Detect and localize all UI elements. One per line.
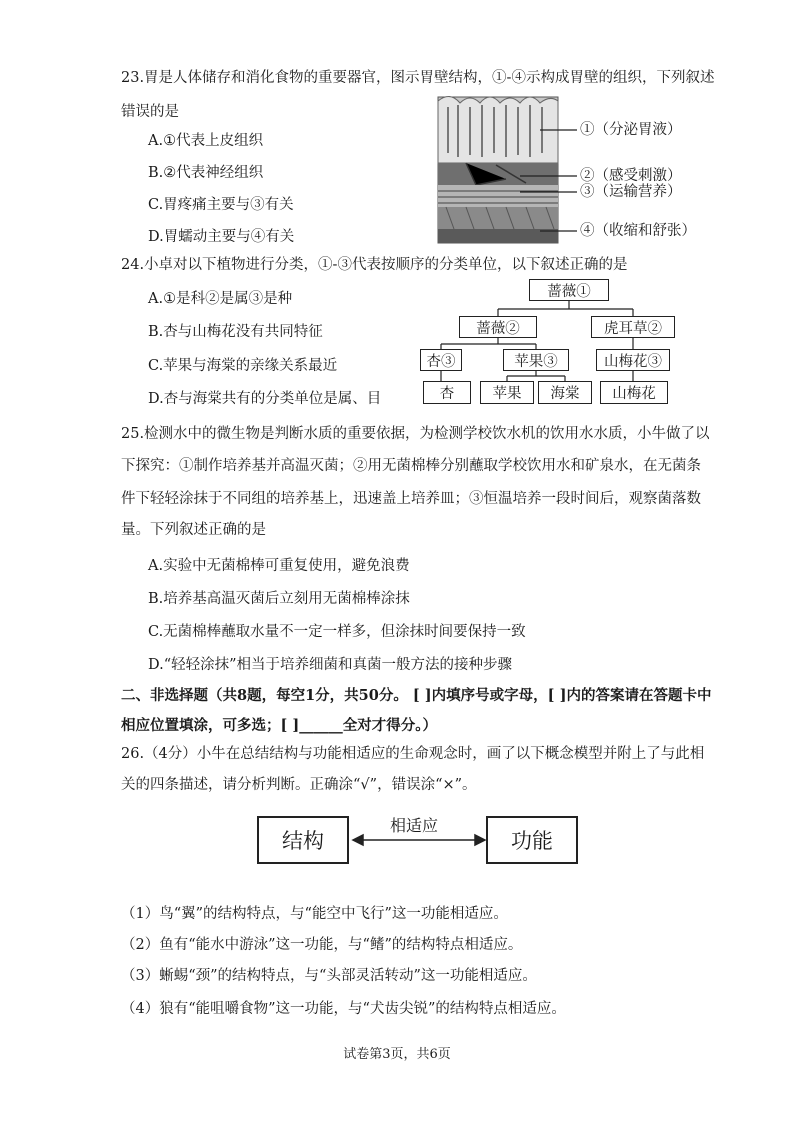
q24-option-c: C.苹果与海棠的亲缘关系最近 bbox=[148, 358, 338, 374]
page-footer: 试卷第3页，共6页 bbox=[343, 1047, 451, 1062]
q23-label-3: ③（运输营养） bbox=[580, 184, 682, 200]
q25-option-c: C.无菌棉棒蘸取水量不一定一样多，但涂抹时间要保持一致 bbox=[148, 624, 526, 640]
q23-option-a: A.①代表上皮组织 bbox=[148, 133, 264, 149]
model-structure-box: 结构 bbox=[257, 816, 349, 864]
q23-stem-line2: 错误的是 bbox=[121, 104, 179, 120]
q23-option-b: B.②代表神经组织 bbox=[148, 165, 264, 181]
tree-root: 蔷薇① bbox=[529, 279, 609, 301]
q23-label-4: ④（收缩和舒张） bbox=[580, 223, 696, 239]
stomach-wall-illustration bbox=[436, 93, 561, 245]
q25-line3: 件下轻轻涂抹于不同组的培养基上，迅速盖上培养皿；③恒温培养一段时间后，观察菌落数 bbox=[121, 491, 701, 507]
q26-stem-line2: 关的四条描述，请分析判断。正确涂“√”，错误涂“×”。 bbox=[121, 777, 477, 793]
q24-stem: 24.小卓对以下植物进行分类，①-③代表按顺序的分类单位，以下叙述正确的是 bbox=[121, 257, 628, 273]
tree-leaf-crabapple: 海棠 bbox=[538, 381, 592, 404]
section2-heading-line1: 二、非选择题（共8题，每空1分，共50分。 [ ]内填序号或字母，[ ]内的答案请在答题卡中 bbox=[121, 687, 712, 704]
q26-item-4: （4）狼有“能咀嚼食物”这一功能，与“犬齿尖锐”的结构特点相适应。 bbox=[121, 1001, 566, 1017]
q24-option-b: B.杏与山梅花没有共同特征 bbox=[148, 324, 323, 340]
q26-item-1: （1）鸟“翼”的结构特点，与“能空中飞行”这一功能相适应。 bbox=[121, 906, 508, 922]
q23-stem-line1: 23.胃是人体储存和消化食物的重要器官，图示胃壁结构，①-④示构成胃壁的组织，下列叙述 bbox=[121, 70, 715, 86]
model-arrow-label: 相适应 bbox=[390, 816, 439, 835]
q23-label-1: ①（分泌胃液） bbox=[580, 122, 682, 138]
q23-option-c: C.胃疼痛主要与③有关 bbox=[148, 197, 294, 213]
tree-level3-philadelphus: 山梅花③ bbox=[596, 349, 670, 371]
tree-level2-rosales: 蔷薇② bbox=[459, 316, 537, 338]
q25-line4: 量。下列叙述正确的是 bbox=[121, 522, 266, 538]
q23-label-2: ②（感受刺激） bbox=[580, 168, 682, 184]
q23-option-d: D.胃蠕动主要与④有关 bbox=[148, 229, 295, 245]
tree-leaf-apricot: 杏 bbox=[423, 381, 471, 404]
q26-stem-line1: 26.（4分）小牛在总结结构与功能相适应的生命观念时，画了以下概念模型并附上了与此相 bbox=[121, 746, 705, 762]
q25-line1: 25.检测水中的微生物是判断水质的重要依据，为检测学校饮水机的饮用水水质，小牛做了以 bbox=[121, 426, 710, 442]
tree-level3-apple: 苹果③ bbox=[503, 349, 569, 371]
q25-line2: 下探究：①制作培养基并高温灭菌；②用无菌棉棒分别蘸取学校饮用水和矿泉水，在无菌条 bbox=[121, 458, 701, 474]
q24-option-d: D.杏与海棠共有的分类单位是属、目 bbox=[148, 391, 382, 407]
q24-option-a: A.①是科②是属③是种 bbox=[148, 291, 293, 307]
q26-item-2: （2）鱼有“能水中游泳”这一功能，与“鳍”的结构特点相适应。 bbox=[121, 937, 523, 953]
tree-level3-apricot: 杏③ bbox=[420, 349, 462, 371]
q25-option-b: B.培养基高温灭菌后立刻用无菌棉棒涂抹 bbox=[148, 591, 410, 607]
tree-leaf-philadelphus: 山梅花 bbox=[600, 381, 668, 404]
tree-level2-saxifrage: 虎耳草② bbox=[591, 316, 675, 338]
tree-leaf-apple: 苹果 bbox=[480, 381, 534, 404]
q25-option-d: D.“轻轻涂抹”相当于培养细菌和真菌一般方法的接种步骤 bbox=[148, 657, 513, 673]
q25-option-a: A.实验中无菌棉棒可重复使用，避免浪费 bbox=[148, 558, 410, 574]
model-function-box: 功能 bbox=[486, 816, 578, 864]
q26-item-3: （3）蜥蜴“颈”的结构特点，与“头部灵活转动”这一功能相适应。 bbox=[121, 968, 537, 984]
section2-heading-line2: 相应位置填涂，可多选；[ ]______全对才得分。） bbox=[121, 717, 438, 734]
